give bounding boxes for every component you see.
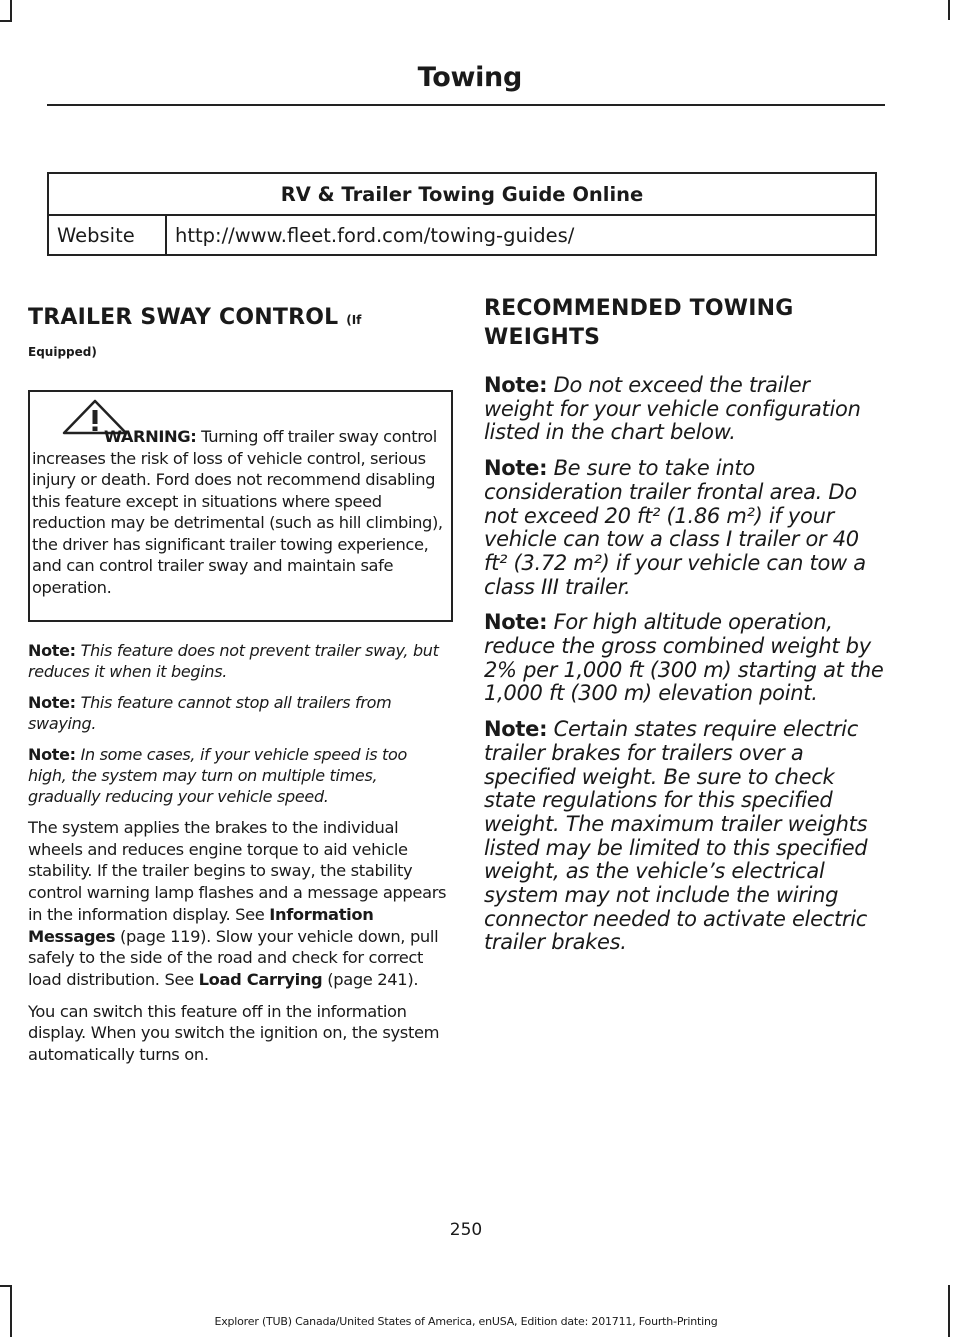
trailer-sway-notes	[28, 640, 450, 1066]
crop-mark-top-right-v	[948, 0, 950, 20]
towing-weights-block	[484, 294, 884, 955]
paragraph-switch-off: You can switch this feature off in the information display. When you switch the ignition on, the system automatically turns on.	[28, 1001, 440, 1065]
towing-guide-table	[47, 172, 877, 256]
warning-body: Turning off trailer sway control increases the risk of loss of vehicle control, serious injury or death. Ford does not recommend disabling this feature except in situations where speed reduction may be detrimental (such as hill climbing), the driver has significant trailer towing experience, and can control trailer sway and maintain safe operation.	[32, 427, 443, 597]
section-heading-trailer-sway: TRAILER SWAY CONTROL (If	[28, 305, 362, 330]
note: Note: Be sure to take into consideration trailer frontal area. Do not exceed 20 ft² (1.86 m²) if your vehicle can tow a class I trailer or 40 ft² (3.72 m²) if your vehicle can tow a class III trailer.	[484, 456, 866, 599]
link-load-carrying[interactable]: Load Carrying	[198, 969, 323, 989]
crop-mark-bottom-left-h	[0, 1285, 12, 1287]
note: Note: For high altitude operation, reduce the gross combined weight by 2% per 1,000 ft (300 m) starting at the 1,000 ft (300 m) elevation point.	[484, 610, 884, 706]
page-number: 250	[449, 1220, 483, 1240]
footer-edition: Explorer (TUB) Canada/United States of America, enUSA, Edition date: 201711, Fourth-Printing	[214, 1315, 718, 1328]
trailer-sway-heading-block	[28, 303, 450, 359]
note: Note: Do not exceed the trailer weight for your vehicle configuration listed in the chart below.	[484, 373, 861, 445]
table-title: RV & Trailer Towing Guide Online	[48, 173, 876, 215]
crop-mark-top-left-v	[10, 0, 12, 20]
header-divider	[47, 104, 885, 106]
warning-label: WARNING:	[104, 427, 197, 446]
warning-box	[28, 390, 453, 622]
table-row	[48, 215, 876, 255]
crop-mark-bottom-right-v	[948, 1285, 950, 1337]
note: Note: Certain states require electric trailer brakes for trailers over a specified weight. Be sure to check state regulations for this specified weight. The maximum trailer weights listed may be limited to this specified weight, as the vehicle’s electrical system may not include the wiring connector needed to activate electric trailer brakes.	[484, 717, 868, 955]
crop-mark-top-left-h	[0, 20, 12, 22]
paragraph-system-description: The system applies the brakes to the individual wheels and reduces engine torque to aid vehicle stability. If the trailer begins to sway, the stability control warning lamp flashes and a message appears in the information display. See Information Messages (page 119). Slow your vehicle down, pull safely to the side of the road and check for correct load distribution. See Load Carrying (page 241).	[28, 818, 447, 989]
note: Note: In some cases, if your vehicle speed is too high, the system may turn on multiple times, gradually reducing your vehicle speed.	[28, 745, 408, 806]
note: Note: This feature does not prevent trailer sway, but reduces it when it begins.	[28, 641, 439, 681]
page-title: Towing	[417, 62, 522, 93]
link-information-messages[interactable]: Information Messages	[28, 904, 374, 946]
note: Note: This feature cannot stop all trailers from swaying.	[28, 693, 392, 733]
section-heading-sub: Equipped)	[28, 345, 97, 359]
table-cell-label: Website	[48, 215, 166, 255]
section-heading-towing-weights: RECOMMENDED TOWING WEIGHTS	[484, 296, 794, 350]
crop-mark-bottom-left-v	[10, 1285, 12, 1337]
warning-text	[32, 426, 452, 598]
table-cell-url[interactable]: http://www.fleet.ford.com/towing-guides/	[166, 215, 876, 255]
